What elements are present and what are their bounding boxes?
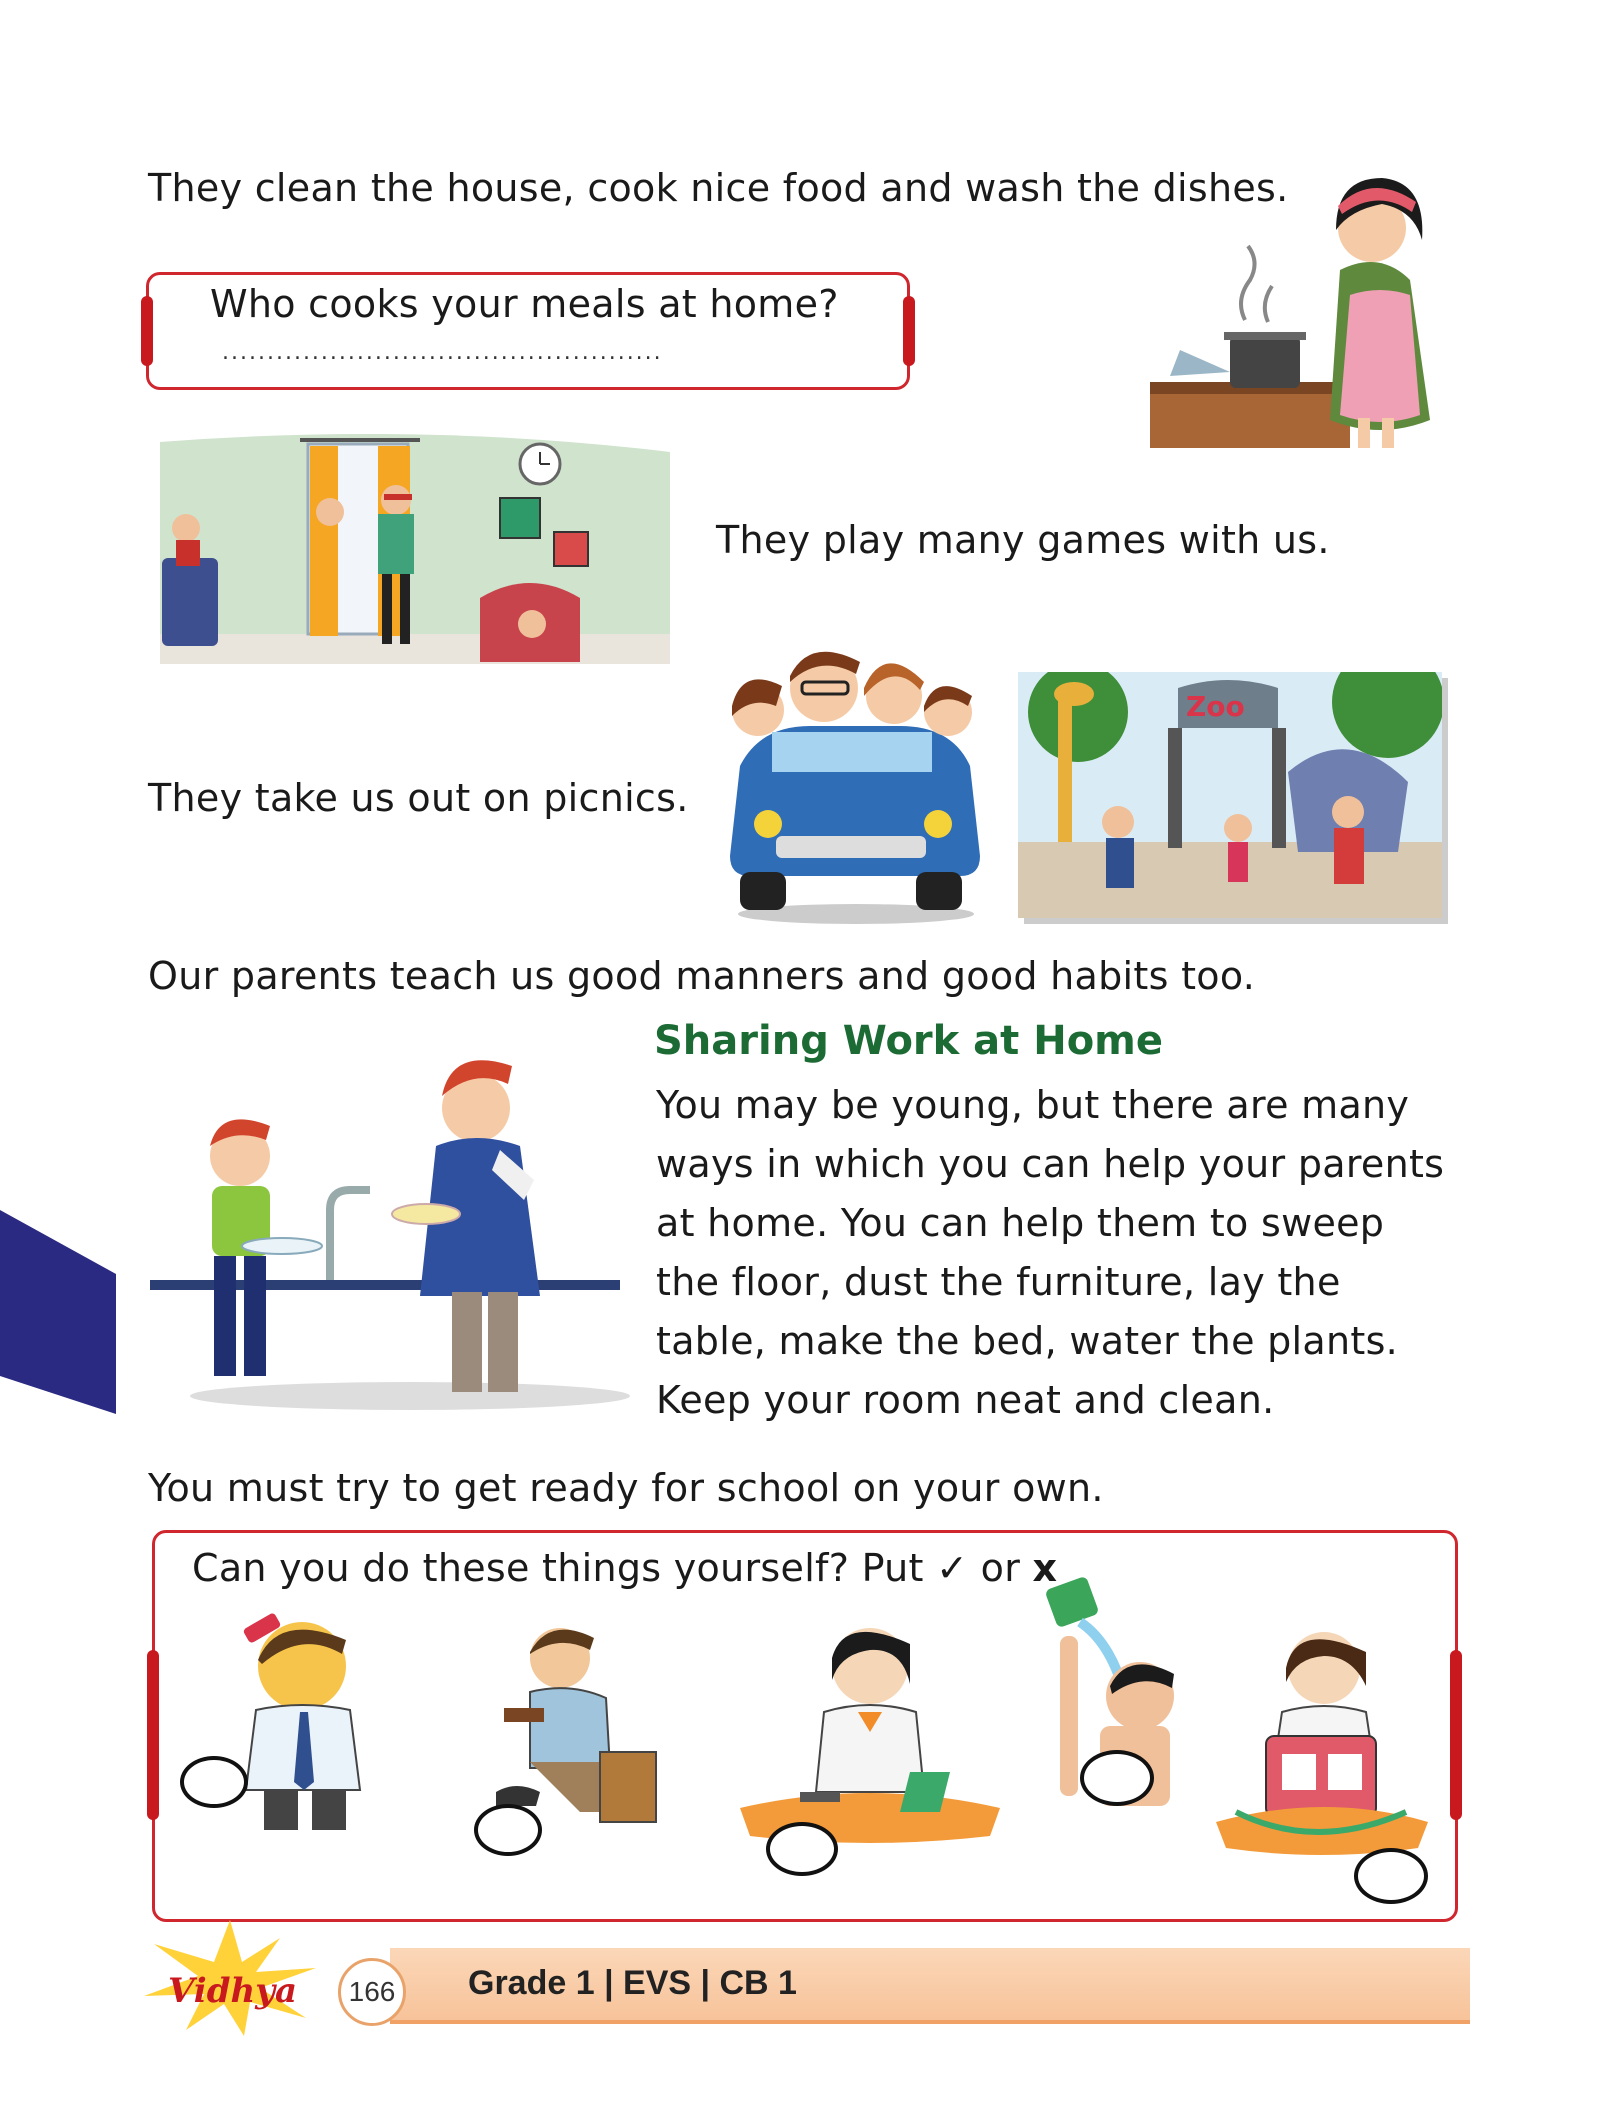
answer-circle-4[interactable] (1080, 1750, 1154, 1806)
question-text: Who cooks your meals at home? (210, 282, 839, 326)
zoo-sign-text: Zoo (1186, 690, 1245, 723)
question-box-right-tab (903, 296, 915, 366)
activity-prompt (192, 1546, 1057, 1592)
child-packing-bag-illustration (1206, 1612, 1438, 1862)
child-buttoning-shirt-illustration (730, 1608, 1010, 1858)
answer-circle-3[interactable] (766, 1822, 838, 1876)
child-combing-hair-illustration (230, 1600, 380, 1840)
vidhya-logo-text: Vidhya (168, 1971, 297, 2011)
text-clean-house: They clean the house, cook nice food and wash the dishes. (148, 166, 1289, 210)
family-car-illustration (716, 636, 991, 926)
answer-circle-1[interactable] (180, 1756, 248, 1808)
sharing-paragraph: You may be young, but there are many ways in which you can help your parents at home. You can help them to sweep the floor, dust the furniture, lay the table, make the bed, water the plants. Keep your room neat and clean. (656, 1083, 1445, 1422)
activity-box-left-tab (147, 1650, 159, 1820)
text-play-games: They play many games with us. (716, 518, 1330, 562)
text-manners: Our parents teach us good manners and good habits too. (148, 954, 1256, 998)
activity-box-right-tab (1450, 1650, 1462, 1820)
zoo-illustration (1018, 672, 1442, 918)
washing-dishes-illustration (150, 1036, 640, 1416)
question-box-left-tab (141, 296, 153, 366)
answer-circle-2[interactable] (474, 1804, 542, 1856)
answer-line[interactable]: ................................................. (222, 340, 663, 365)
answer-circle-5[interactable] (1354, 1848, 1428, 1904)
page-number: 166 (338, 1958, 406, 2026)
text-ready-school: You must try to get ready for school on your own. (148, 1466, 1104, 1510)
mother-cooking-illustration (1150, 160, 1440, 460)
footer-title: Grade 1 | EVS | CB 1 (468, 1964, 797, 2002)
cross-mark: x (1032, 1546, 1058, 1590)
tick-mark: ✓ (936, 1546, 969, 1590)
family-game-room-illustration (160, 428, 680, 688)
side-tab-decoration (0, 1210, 120, 1420)
text-picnics: They take us out on picnics. (148, 776, 689, 820)
vidhya-logo (120, 1918, 340, 2038)
or-text: or (980, 1546, 1021, 1590)
section-heading: Sharing Work at Home (654, 1018, 1163, 1064)
activity-prompt-text: Can you do these things yourself? Put (192, 1546, 924, 1590)
